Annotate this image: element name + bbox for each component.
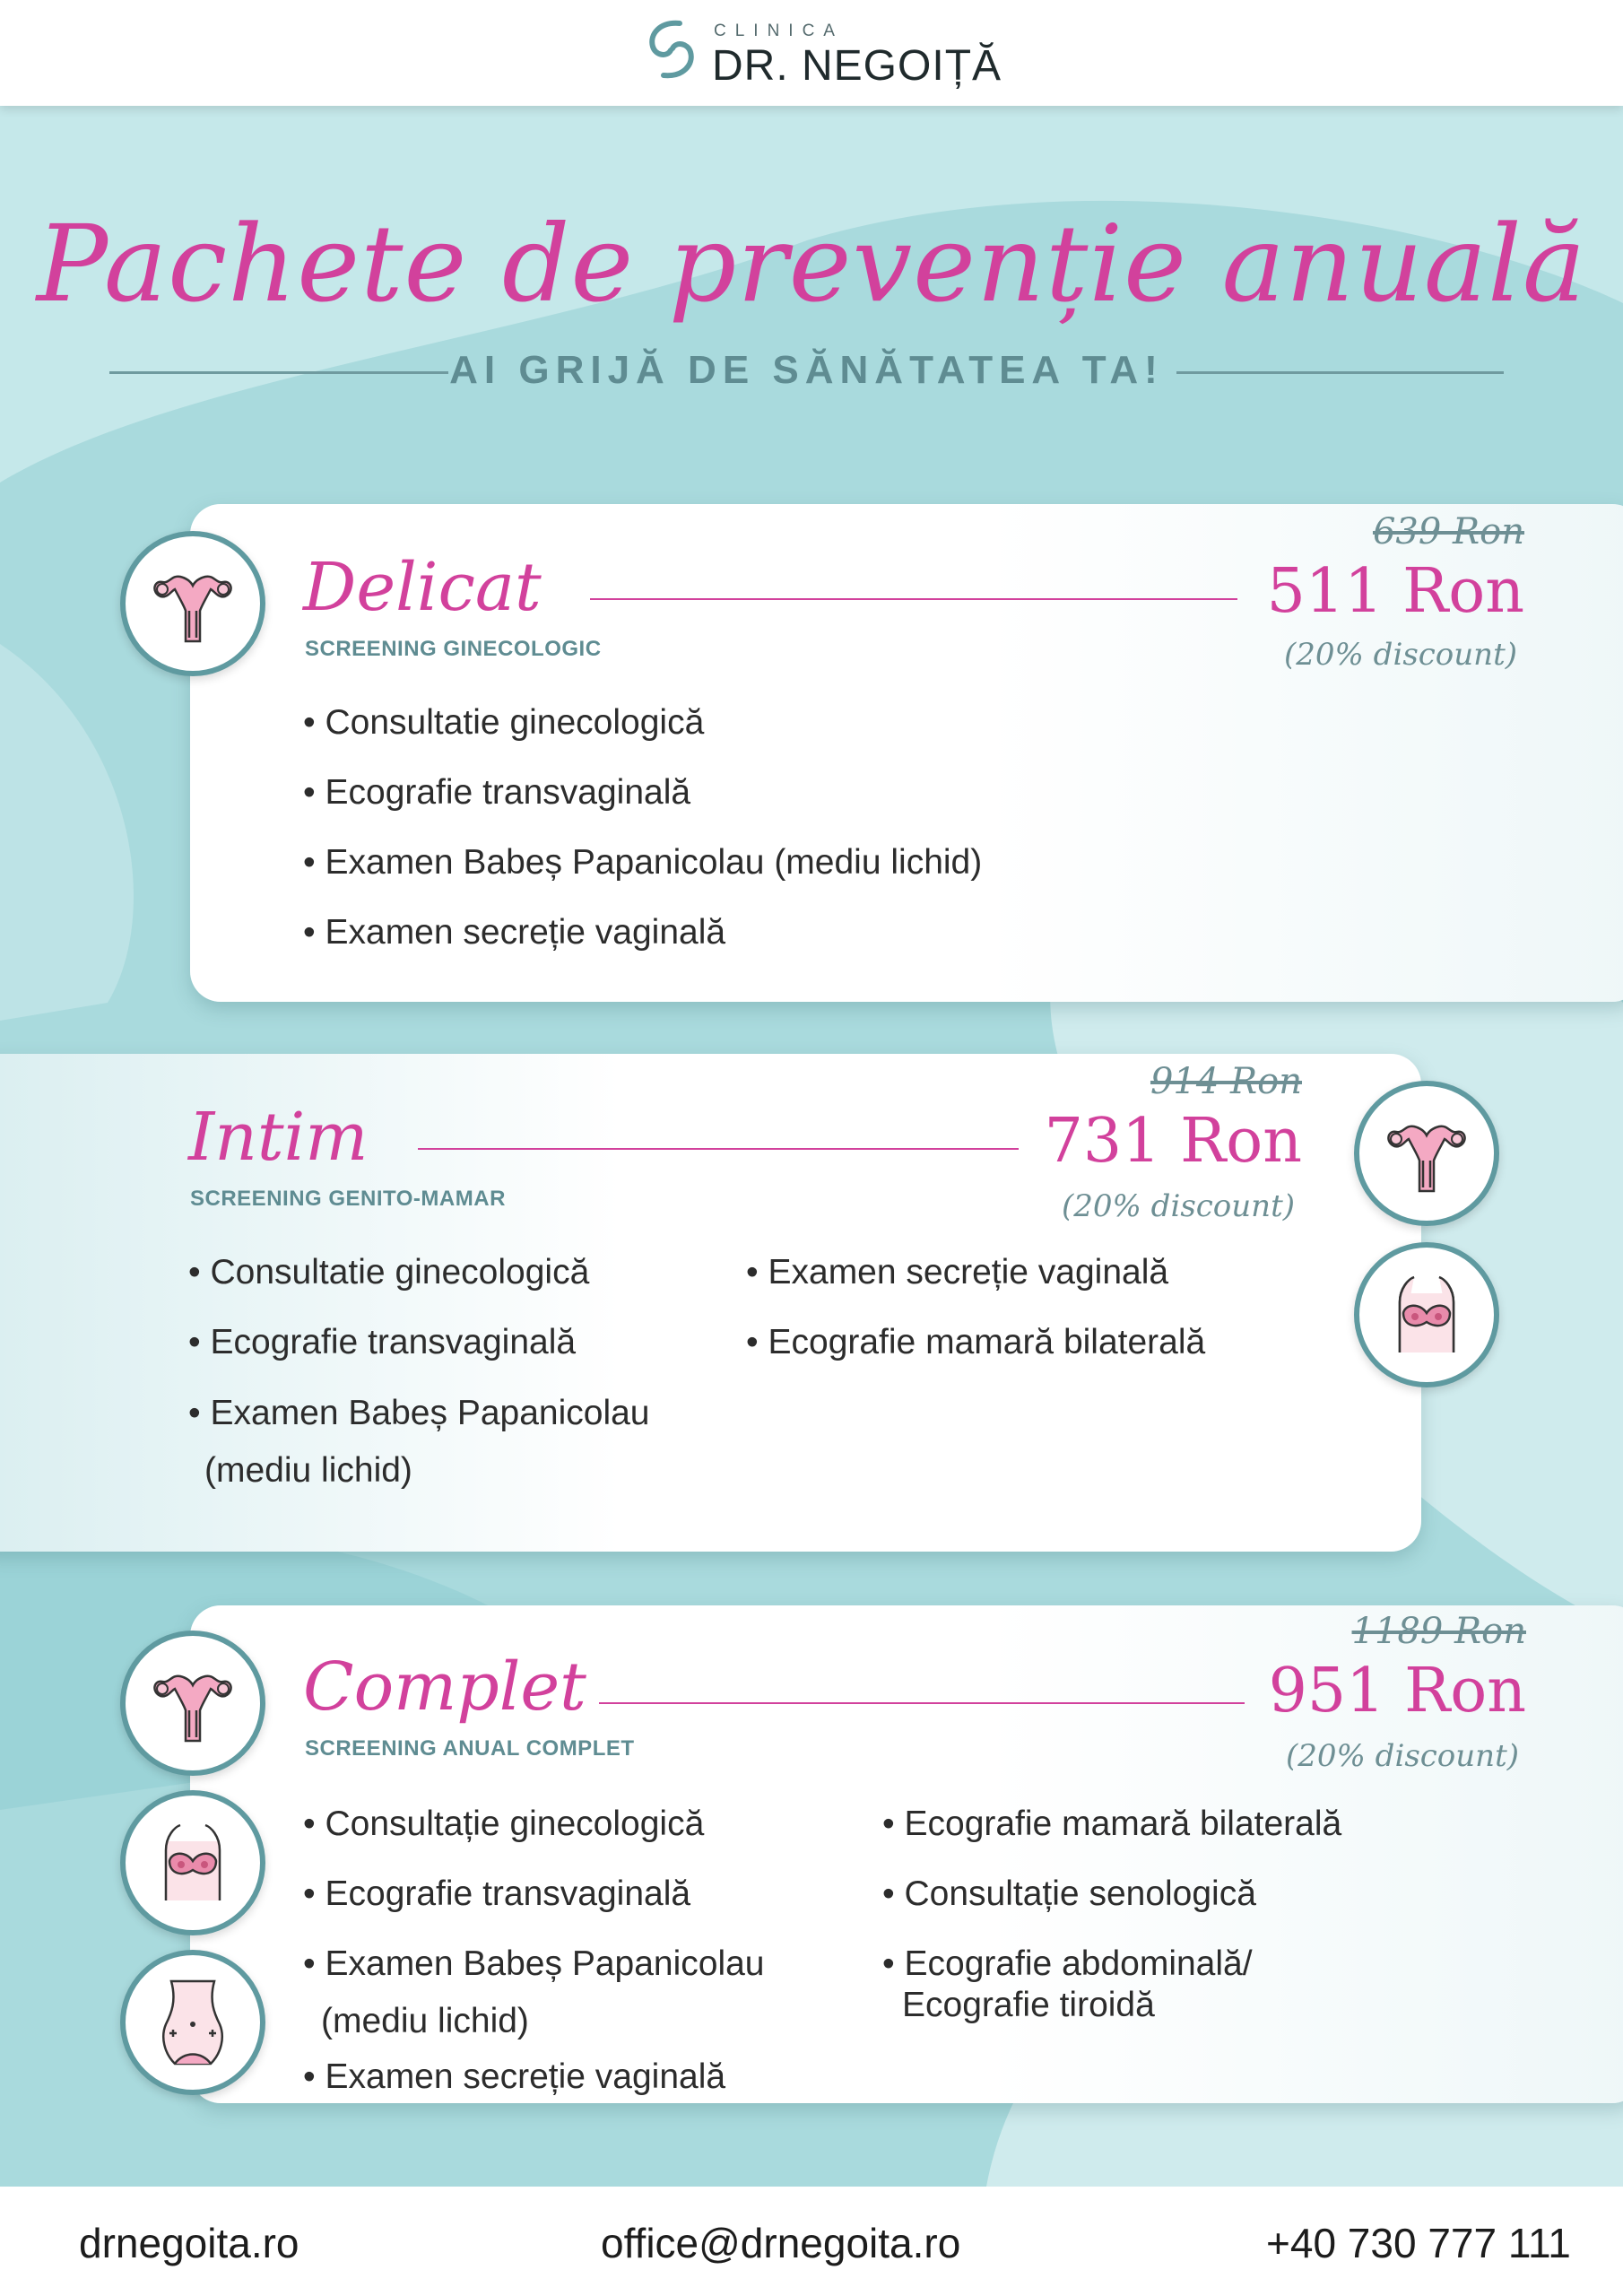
abdomen-icon: [120, 1950, 265, 2095]
page-title: Pachete de prevenție anuală: [36, 202, 1587, 326]
list-item: • Consultatie ginecologică: [303, 703, 705, 742]
package-name: Intim: [188, 1099, 369, 1176]
list-item: • Ecografie transvaginală: [303, 773, 691, 812]
list-item: • Ecografie transvaginală: [188, 1323, 577, 1361]
package-name-underline: [590, 598, 1237, 600]
logo-mark-icon: [644, 18, 699, 81]
package-name-underline: [599, 1702, 1245, 1704]
old-price: 914 Ron: [1150, 1061, 1302, 1102]
list-item: (mediu lichid): [321, 2002, 529, 2040]
list-item: • Consultație ginecologică: [303, 1805, 705, 1843]
breast-icon: [120, 1790, 265, 1935]
uterus-icon: [1354, 1081, 1499, 1226]
price: 511 Ron: [1266, 556, 1524, 627]
package-subtitle: SCREENING GENITO-MAMAR: [190, 1187, 506, 1211]
package-name: Complet: [303, 1648, 586, 1726]
discount-label: (20% discount): [1284, 637, 1517, 673]
list-item: • Examen secreție vaginală: [303, 913, 726, 952]
list-item: • Examen secreție vaginală: [746, 1253, 1169, 1292]
list-item: • Examen Babeș Papanicolau: [303, 1944, 765, 1983]
uterus-icon: [120, 531, 265, 676]
list-item: • Examen Babeș Papanicolau (mediu lichid): [303, 843, 983, 882]
price: 731 Ron: [1044, 1106, 1302, 1177]
list-item: • Examen secreție vaginală: [303, 2057, 726, 2096]
website-link[interactable]: drnegoita.ro: [79, 2220, 299, 2266]
old-price: 639 Ron: [1372, 511, 1524, 552]
clinic-logo[interactable]: [644, 16, 1002, 92]
breast-icon: [1354, 1242, 1499, 1387]
list-item: • Ecografie mamară bilaterală: [882, 1805, 1342, 1843]
header: [0, 0, 1623, 106]
logo-name-text: DR. NEGOIȚĂ: [712, 42, 1002, 90]
list-item: • Ecografie abdominală/: [882, 1944, 1253, 1983]
subtitle-block: [109, 341, 1504, 395]
list-item: • Consultație senologică: [882, 1874, 1256, 1913]
email-link[interactable]: office@drnegoita.ro: [601, 2220, 961, 2266]
footer: [0, 2187, 1623, 2296]
old-price: 1189 Ron: [1351, 1611, 1526, 1652]
list-item: • Ecografie mamară bilaterală: [746, 1323, 1206, 1361]
discount-label: (20% discount): [1286, 1738, 1519, 1774]
discount-label: (20% discount): [1062, 1188, 1295, 1224]
package-name-underline: [418, 1148, 1019, 1150]
uterus-icon: [120, 1631, 265, 1776]
package-subtitle: SCREENING ANUAL COMPLET: [305, 1736, 635, 1761]
price: 951 Ron: [1268, 1656, 1526, 1726]
package-subtitle: SCREENING GINECOLOGIC: [305, 637, 602, 661]
package-name: Delicat: [303, 549, 542, 626]
list-item: • Ecografie transvaginală: [303, 1874, 691, 1913]
logo-clinica-text: CLINICA: [714, 22, 844, 40]
page-subtitle: AI GRIJĂ DE SĂNĂTATEA TA!: [449, 348, 1164, 392]
phone-link[interactable]: +40 730 777 111: [1266, 2220, 1571, 2266]
list-item: • Consultatie ginecologică: [188, 1253, 590, 1292]
list-item: Ecografie tiroidă: [902, 1986, 1155, 2024]
list-item: • Examen Babeș Papanicolau: [188, 1394, 650, 1432]
list-item: (mediu lichid): [204, 1451, 412, 1490]
